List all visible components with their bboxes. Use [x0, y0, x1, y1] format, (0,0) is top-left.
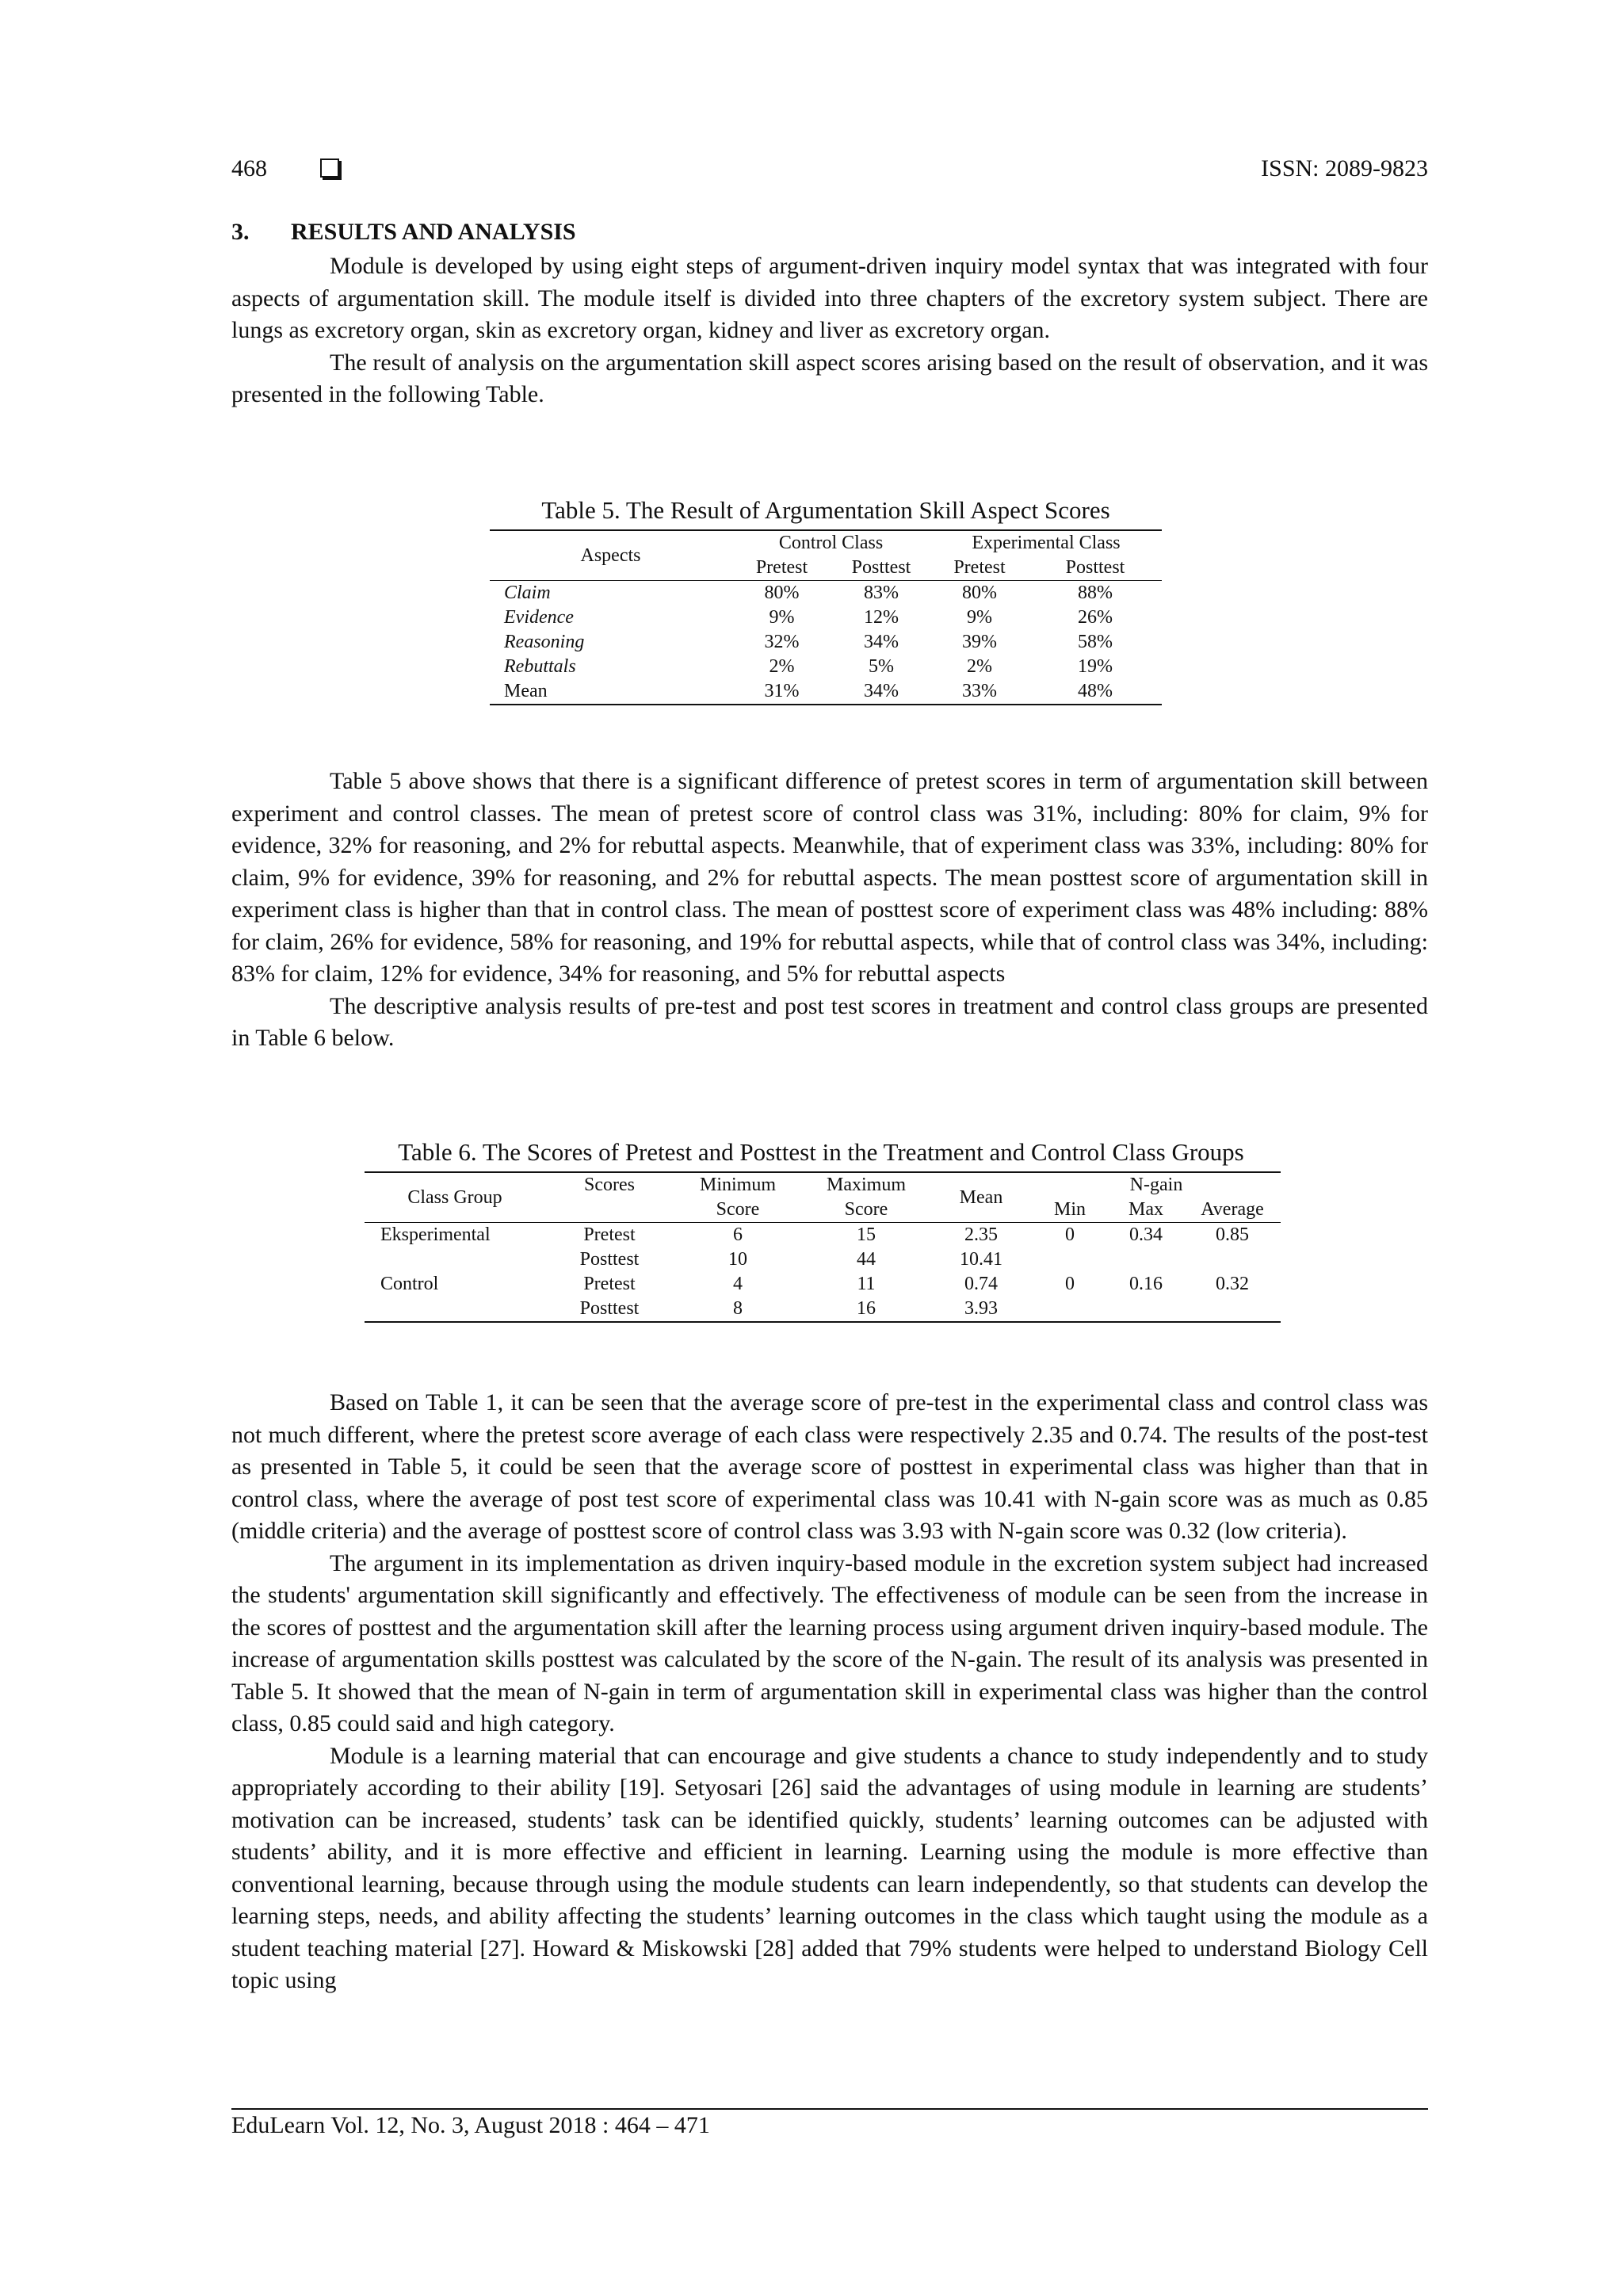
table5-caption: Table 5. The Result of Argumentation Skill Aspect Scores — [541, 496, 1110, 524]
table5-cell: 34% — [864, 681, 899, 701]
table6-cell: 10.41 — [960, 1249, 1002, 1270]
table6-min-score-header-2: Score — [716, 1199, 760, 1220]
paragraph: Based on Table 1, it can be seen that the average score of pre-test in the experimental class and control class was not much different, where the pretest score average of each class were respectively 2.35 and 0.74. The results of the post-test as presented in Table 5, it could be seen that the average score of posttest in experimental class was higher than that in control class, where the average of post test score of experimental class was 10.41 with N-gain score was as much as 0.85 (middle criteria) and the average of posttest score of control class was 3.93 with N-gain score was 0.32 (low criteria). — [231, 1389, 1428, 1544]
table6-cell — [1184, 1297, 1281, 1322]
table6-ngain-average-header: Average — [1201, 1199, 1264, 1220]
table-row — [490, 606, 1162, 630]
table5-pretest-header: Pretest — [755, 557, 808, 578]
table6-cell: 4 — [733, 1274, 743, 1294]
table5-cell: 31% — [764, 681, 800, 701]
table5-cell: 33% — [962, 681, 997, 701]
table5-cell: 80% — [764, 583, 800, 603]
table5-cell: 39% — [962, 632, 997, 652]
table6-cell — [1108, 1297, 1184, 1322]
table6-cell — [1032, 1247, 1108, 1272]
footer-rule — [231, 2108, 1428, 2110]
section-title: RESULTS AND ANALYSIS — [291, 219, 576, 245]
table5-aspect: Evidence — [504, 607, 574, 628]
table5-aspect: Rebuttals — [504, 656, 576, 677]
table6-cell: 10 — [728, 1249, 747, 1270]
table6 — [365, 1171, 1281, 1323]
table6-max-score-header: Maximum — [827, 1175, 906, 1195]
table5-aspects-header: Aspects — [490, 530, 731, 581]
table6-cell: 0.32 — [1216, 1274, 1249, 1294]
table6-cell: 8 — [733, 1298, 743, 1319]
table6-cell — [1108, 1247, 1184, 1272]
table6-cell — [1032, 1297, 1108, 1322]
table5-cell: 2% — [769, 656, 795, 677]
table5-pretest-header: Pretest — [953, 557, 1006, 578]
table-row — [365, 1247, 1281, 1272]
table6-cell: 0 — [1065, 1224, 1075, 1245]
table5-cell: 80% — [962, 583, 997, 603]
table6-group: Eksperimental — [380, 1224, 491, 1245]
table6-scores-header: Scores — [584, 1175, 635, 1195]
table5-cell: 12% — [864, 607, 899, 628]
table6-cell: 0.85 — [1216, 1224, 1249, 1245]
table6-cell: 44 — [857, 1249, 876, 1270]
mid-text — [231, 766, 1428, 1055]
table5-aspect: Mean — [504, 681, 548, 701]
table6-group — [365, 1297, 545, 1322]
table5-cell: 9% — [967, 607, 992, 628]
table-row — [490, 630, 1162, 655]
table5-experimental-header: Experimental Class — [972, 533, 1121, 553]
table-row — [365, 1297, 1281, 1322]
table5 — [490, 529, 1162, 705]
table5-cell: 34% — [864, 632, 899, 652]
table6-ngain-min-header: Min — [1053, 1199, 1086, 1220]
table6-cell — [1184, 1247, 1281, 1272]
table6-caption: Table 6. The Scores of Pretest and Posttest in the Treatment and Control Class Groups — [398, 1138, 1244, 1166]
table6-min-score-header: Minimum — [699, 1175, 776, 1195]
table5-cell: 5% — [869, 656, 894, 677]
paragraph: The argument in its implementation as driven inquiry-based module in the excretion system subject had increased the students' argumentation skill significantly and effectively. The effectiveness of module can be seen from the increase in the scores of posttest and the argumentation skill after the learning process using argument driven inquiry-based module. The increase of argumentation skills posttest was calculated by the score of the N-gain. The result of its analysis was presented in Table 5. It showed that the mean of N-gain in term of argumentation skill in experimental class was higher than the control class, 0.85 could said and high category. — [231, 1549, 1428, 1736]
table6-empty-cell — [545, 1198, 674, 1223]
table5-cell: 26% — [1078, 607, 1113, 628]
table6-cell: Posttest — [579, 1249, 640, 1270]
table5-cell: 88% — [1078, 583, 1113, 603]
table6-cell: 15 — [857, 1224, 876, 1245]
table-row — [490, 679, 1162, 705]
table5-header-row — [490, 530, 1162, 556]
paragraph: Module is a learning material that can encourage and give students a chance to study independently and to study appropriately according to their ability [19]. Setyosari [26] said the advantages of using module in learning are students’ motivation can be increased, students’ task can be identified quickly, students’ learning outcomes can be adjusted with students’ ability, and it is more effective and efficient in learning. Learning using the module is more effective than conventional learning, because through using the module students can learn independently, so that students can develop the learning steps, needs, and ability affecting the students’ learning outcomes in the class which taught using the module as a student teaching material [27]. Howard & Miskowski [28] added that 79% students were helped to understand Biology Cell topic using — [231, 1742, 1428, 1993]
issn: ISSN: 2089-9823 — [1261, 155, 1428, 181]
table6-cell: 0 — [1065, 1274, 1075, 1294]
section-number: 3. — [231, 219, 250, 245]
table6-cell: 0.74 — [964, 1274, 998, 1294]
table5-aspect: Reasoning — [504, 632, 585, 652]
table5-cell: 9% — [769, 607, 795, 628]
table6-header-row — [365, 1172, 1281, 1198]
table6-cell: 0.34 — [1129, 1224, 1163, 1245]
page-number: 468 — [231, 155, 267, 181]
table6-group — [365, 1247, 545, 1272]
table5-cell: 19% — [1078, 656, 1113, 677]
table5-posttest-header: Posttest — [1065, 557, 1125, 578]
paragraph: The result of analysis on the argumentation skill aspect scores arising based on the result of observation, and it was presented in the following Table. — [231, 349, 1428, 407]
table5-cell: 48% — [1078, 681, 1113, 701]
paragraph: The descriptive analysis results of pre-test and post test scores in treatment and control class groups are presented in Table 6 below. — [231, 992, 1428, 1051]
table6-class-group-header: Class Group — [365, 1172, 545, 1223]
table6-cell: 3.93 — [964, 1298, 998, 1319]
table5-cell: 83% — [864, 583, 899, 603]
intro-text — [231, 250, 1428, 411]
page-header — [231, 155, 1428, 190]
table6-cell: Pretest — [583, 1224, 636, 1245]
table6-cell: 11 — [857, 1274, 876, 1294]
table5-cell: 58% — [1078, 632, 1113, 652]
table6-cell: 0.16 — [1129, 1274, 1163, 1294]
table6-cell: 16 — [857, 1298, 876, 1319]
table-row — [490, 655, 1162, 679]
square-bullet-icon — [320, 159, 339, 178]
table6-ngain-header: N-gain — [1129, 1175, 1183, 1195]
table6-group: Control — [380, 1274, 439, 1294]
page-footer: EduLearn Vol. 12, No. 3, August 2018 : 464 – 471 — [231, 2112, 710, 2138]
table5-control-header: Control Class — [778, 533, 884, 553]
table-row — [365, 1223, 1281, 1248]
table-row — [490, 581, 1162, 606]
table6-ngain-max-header: Max — [1128, 1199, 1163, 1220]
table6-max-score-header-2: Score — [844, 1199, 888, 1220]
table6-cell: 6 — [733, 1224, 743, 1245]
table5-cell: 2% — [967, 656, 992, 677]
table5-posttest-header: Posttest — [851, 557, 911, 578]
table5-aspect: Claim — [504, 583, 551, 603]
section-heading — [231, 219, 576, 246]
closing-text — [231, 1387, 1428, 1997]
table-row — [365, 1272, 1281, 1297]
table5-cell: 32% — [764, 632, 800, 652]
table6-cell: Posttest — [579, 1298, 640, 1319]
table6-cell: Pretest — [583, 1274, 636, 1294]
table6-cell: 2.35 — [964, 1224, 998, 1245]
paragraph: Module is developed by using eight steps of argument-driven inquiry model syntax that was integrated with four aspects of argumentation skill. The module itself is divided into three chapters of the excretory system subject. There are lungs as excretory organ, skin as excretory organ, kidney and liver as excretory organ. — [231, 253, 1428, 343]
paragraph: Table 5 above shows that there is a significant difference of pretest scores in term of argumentation skill between experiment and control classes. The mean of pretest score of control class was 31%, including: 80% for claim, 9% for evidence, 32% for reasoning, and 2% for rebuttal aspects. Meanwhile, that of experiment class was 33%, including: 80% for claim, 9% for evidence, 39% for reasoning, and 2% for rebuttal aspects. The mean posttest score of argumentation skill in experiment class is higher than that in control class. The mean of posttest score of experiment class was 48% including: 88% for claim, 26% for evidence, 58% for reasoning, and 19% for rebuttal aspects, while that of control class was 34%, including: 83% for claim, 12% for evidence, 34% for reasoning, and 5% for rebuttal aspects — [231, 768, 1428, 987]
table6-mean-header: Mean — [930, 1172, 1032, 1223]
